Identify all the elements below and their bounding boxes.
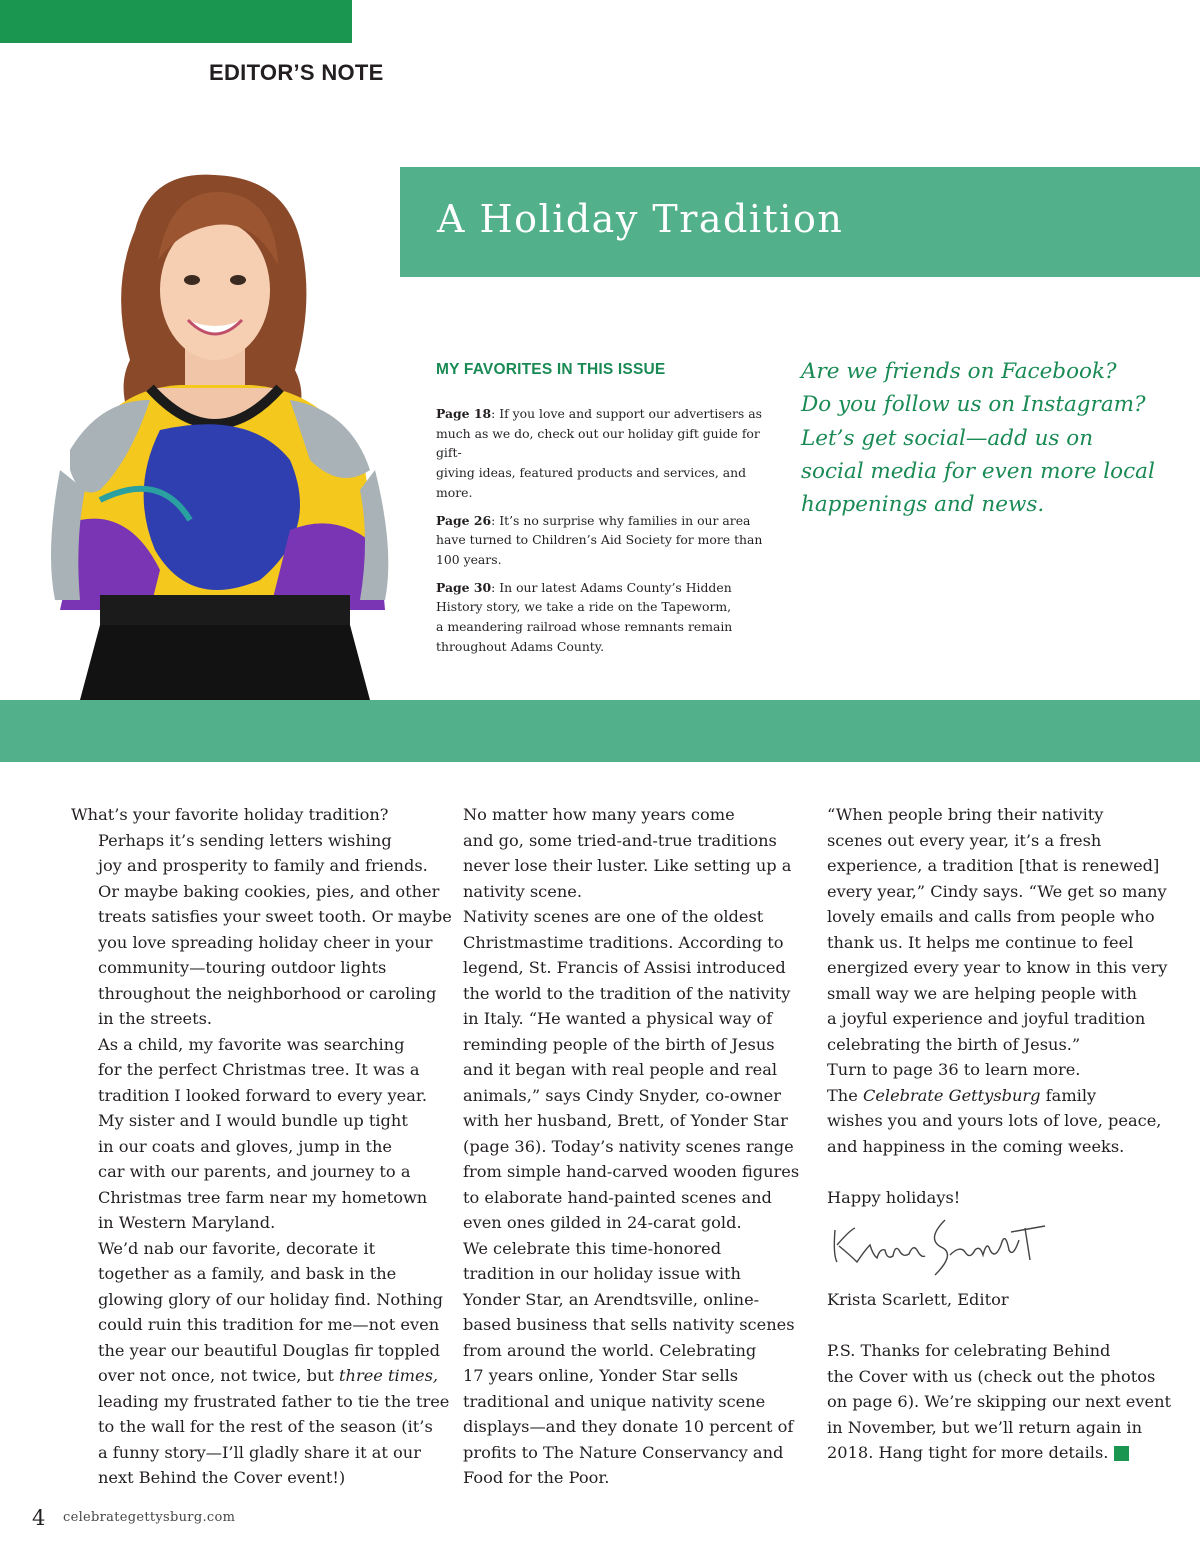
favorite-line: If you love and support our advertisers as <box>499 406 762 421</box>
article-paragraph <box>71 1236 450 1491</box>
section-label: EDITOR’S NOTE <box>209 60 384 85</box>
article-line: in Italy. “He wanted a physical way of <box>463 1009 773 1028</box>
article-line: tradition I looked forward to every year. <box>98 1085 427 1105</box>
article-line: No matter how many years come <box>463 805 735 824</box>
favorite-item: Page 18: If you love and support our advertisers as much as we do, check out our holiday gift guide for gift- giving ideas, featured products and services, and more. <box>436 406 762 500</box>
article-line: experience, a tradition [that is renewed] <box>827 856 1160 875</box>
article-line: with her husband, Brett, of Yonder Star <box>463 1111 788 1130</box>
article-column-3 <box>800 802 1172 1466</box>
article-line: nativity scene. <box>463 881 582 901</box>
favorite-line: throughout Adams County. <box>436 638 605 654</box>
social-line: happenings and news. <box>801 492 1045 518</box>
page-title: A Holiday Tradition <box>437 197 844 241</box>
article-line: the world to the tradition of the nativity <box>463 983 791 1003</box>
article-paragraph <box>71 802 416 828</box>
favorites-heading: MY FAVORITES IN THIS ISSUE <box>436 361 666 378</box>
article-paragraph <box>71 828 452 1032</box>
article-column-2 <box>436 802 800 1491</box>
signature <box>800 1210 1145 1287</box>
social-callout <box>801 355 1161 521</box>
article-line: next Behind the Cover event!) <box>98 1468 346 1487</box>
article-paragraph <box>436 802 792 904</box>
article-line: from simple hand-carved wooden figures <box>463 1162 800 1181</box>
article-line: We celebrate this time-honored <box>463 1238 722 1258</box>
favorite-page-ref: Page 18 <box>436 406 492 421</box>
article-paragraph <box>71 1032 428 1236</box>
article-line: P.S. Thanks for celebrating Behind <box>827 1341 1111 1360</box>
postscript <box>800 1338 1172 1466</box>
favorite-item: Page 30: In our latest Adams County’s Hidden History story, we take a ride on the Tapeworm, a meandering railroad whose remnants remain throughout Adams County. <box>436 579 733 654</box>
article-line: Nativity scenes are one of the oldest <box>463 907 764 926</box>
article-line: never lose their luster. Like setting up a <box>463 856 792 875</box>
article-line: (page 36). Today’s nativity scenes range <box>463 1136 794 1156</box>
article-line: animals,” says Cindy Snyder, co-owner <box>463 1085 781 1105</box>
article-line: together as a family, and bask in the <box>98 1264 397 1283</box>
end-mark-icon: g <box>1114 1446 1129 1461</box>
article-line: to elaborate hand-painted scenes and <box>463 1187 772 1207</box>
signoff: Krista Scarlett, Editor <box>827 1290 1009 1309</box>
article-line: We’d nab our favorite, decorate it <box>98 1238 376 1258</box>
article-line: in the streets. <box>98 1009 213 1028</box>
article-line: Food for the Poor. <box>463 1468 610 1487</box>
favorite-page-ref: Page 30 <box>436 579 492 595</box>
article-line: in our coats and gloves, jump in the <box>98 1136 392 1156</box>
editor-portrait <box>40 170 410 700</box>
article-line: reminding people of the birth of Jesus <box>463 1034 775 1054</box>
article-line: treats satisfies your sweet tooth. Or maybe <box>98 907 452 926</box>
article-line: over not once, not twice, but three times, <box>98 1366 439 1385</box>
article-line: based business that sells nativity scenes <box>463 1315 795 1334</box>
article-paragraph <box>800 1083 1162 1160</box>
footer-website: celebrategettysburg.com <box>63 1510 236 1525</box>
article-line: every year,” Cindy says. “We get so many <box>827 881 1167 901</box>
favorite-item: Page 26: It’s no surprise why families in our area have turned to Children’s Aid Society for more than 100 years. <box>436 512 763 567</box>
social-line: Are we friends on Facebook? <box>801 359 1117 384</box>
favorite-line: It’s no surprise why families in our area <box>499 512 751 528</box>
article-line: Or maybe baking cookies, pies, and other <box>98 881 440 901</box>
article-line: As a child, my favorite was searching <box>98 1034 405 1054</box>
article-line: “When people bring their nativity <box>827 805 1104 824</box>
article-line: profits to The Nature Conservancy and <box>463 1442 784 1462</box>
article-line: tradition in our holiday issue with <box>463 1264 741 1283</box>
article-line: community—touring outdoor lights <box>98 958 387 977</box>
article-column-1 <box>71 802 452 1491</box>
favorite-line: 100 years. <box>436 551 502 567</box>
social-line: Do you follow us on Instagram? <box>801 392 1146 418</box>
favorite-line: a meandering railroad whose remnants remain <box>436 619 733 635</box>
article-line: Christmastime traditions. According to <box>463 932 784 952</box>
top-accent-bar <box>0 0 352 43</box>
article-line <box>800 1440 1149 1466</box>
favorite-page-ref: Page 26 <box>436 512 492 528</box>
favorite-line: History story, we take a ride on the Tapeworm, <box>436 599 732 615</box>
article-paragraph: Turn to page 36 to learn more. <box>827 1060 1081 1079</box>
article-line: for the perfect Christmas tree. It was a <box>98 1060 420 1079</box>
article-line: to the wall for the rest of the season (it’s <box>98 1417 433 1436</box>
social-line: social media for even more local <box>801 458 1155 484</box>
article-line: in November, but we’ll return again in <box>827 1417 1143 1437</box>
favorite-line: In our latest Adams County’s Hidden <box>499 579 732 595</box>
article-line: you love spreading holiday cheer in your <box>98 932 433 952</box>
article-line: traditional and unique nativity scene <box>463 1391 766 1411</box>
article-line: lovely emails and calls from people who <box>827 907 1155 926</box>
article-line: could ruin this tradition for me—not even <box>98 1315 440 1334</box>
article-line: My sister and I would bundle up tight <box>98 1111 408 1130</box>
article-line: Christmas tree farm near my hometown <box>98 1187 428 1207</box>
article-line: even ones gilded in 24-carat gold. <box>463 1213 742 1232</box>
article-line: displays—and they donate 10 percent of <box>463 1417 794 1436</box>
article-paragraph <box>436 904 800 1236</box>
favorite-line: much as we do, check out our holiday gift guide for gift- <box>436 425 760 461</box>
article-line: energized every year to know in this very <box>827 958 1168 977</box>
article-line: and go, some tried-and-true traditions <box>463 830 777 850</box>
divider-band <box>0 700 1200 762</box>
article-line: What’s your favorite holiday tradition? <box>71 805 389 824</box>
article-line: the Cover with us (check out the photos <box>827 1366 1156 1386</box>
article-line: Yonder Star, an Arendtsville, online- <box>463 1289 760 1309</box>
article-line: legend, St. Francis of Assisi introduced <box>463 958 786 977</box>
social-line: Let’s get social—add us on <box>801 425 1094 451</box>
favorite-line: have turned to Children’s Aid Society for more than <box>436 532 763 548</box>
article-line-text: 2018. Hang tight for more details. <box>827 1443 1109 1462</box>
title-band <box>400 167 1200 277</box>
article-line: throughout the neighborhood or caroling <box>98 983 437 1003</box>
article-line: celebrating the birth of Jesus.” <box>827 1034 1081 1054</box>
article-paragraph <box>436 1236 795 1491</box>
article-line: wishes you and yours lots of love, peace, <box>827 1111 1162 1130</box>
article-line: on page 6). We’re skipping our next event <box>827 1392 1172 1411</box>
article-line: small way we are helping people with <box>827 983 1137 1003</box>
article-line: a joyful experience and joyful tradition <box>827 1009 1146 1028</box>
article-line: and happiness in the coming weeks. <box>827 1136 1125 1156</box>
article-line: the year our beautiful Douglas fir toppled <box>98 1340 440 1360</box>
favorites-list <box>436 404 771 664</box>
article-line: The Celebrate Gettysburg family <box>827 1085 1097 1105</box>
article-line: joy and prosperity to family and friends. <box>98 856 428 875</box>
article-line: and it began with real people and real <box>463 1060 778 1079</box>
article-line: in Western Maryland. <box>98 1213 276 1232</box>
article-line: from around the world. Celebrating <box>463 1340 757 1360</box>
article-line: thank us. It helps me continue to feel <box>827 932 1134 952</box>
article-paragraph <box>800 802 1168 1057</box>
article-line: a funny story—I’ll gladly share it at our <box>98 1442 421 1462</box>
closing-line: Happy holidays! <box>827 1187 961 1207</box>
article-line: leading my frustrated father to tie the tree <box>98 1391 450 1411</box>
article-line: 17 years online, Yonder Star sells <box>463 1366 739 1385</box>
article-line: scenes out every year, it’s a fresh <box>827 830 1102 850</box>
article-line: car with our parents, and journey to a <box>98 1162 411 1181</box>
article-line: Perhaps it’s sending letters wishing <box>98 830 392 850</box>
favorite-line: giving ideas, featured products and services, and more. <box>436 465 747 500</box>
article-line: glowing glory of our holiday find. Nothing <box>98 1289 444 1309</box>
page-number: 4 <box>32 1506 46 1530</box>
